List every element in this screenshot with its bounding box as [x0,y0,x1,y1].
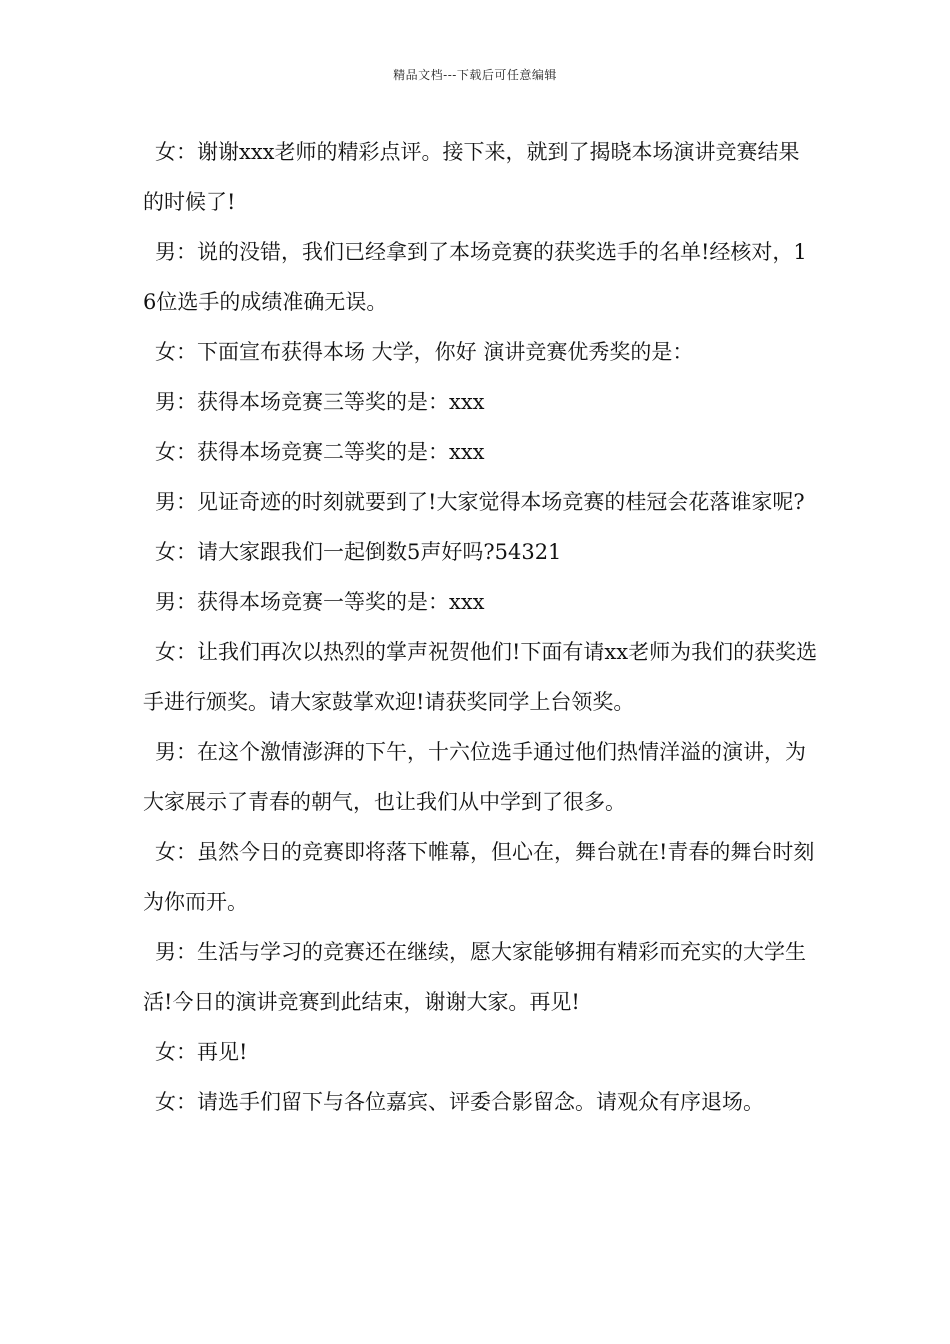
paragraph: 男：获得本场竞赛三等奖的是：xxx [155,390,485,414]
paragraph: 男：获得本场竞赛一等奖的是：xxx [155,590,485,614]
paragraph: 女：让我们再次以热烈的掌声祝贺他们!下面有请xx老师为我们的获奖选手进行颁奖。请大家鼓掌欢迎!请获奖同学上台领奖。 [143,640,818,714]
paragraph: 男：说的没错，我们已经拿到了本场竞赛的获奖选手的名单!经核对，16位选手的成绩准确无误。 [143,240,807,314]
paragraph: 女：请选手们留下与各位嘉宾、评委合影留念。请观众有序退场。 [155,1090,764,1114]
paragraph: 男：在这个激情澎湃的下午，十六位选手通过他们热情洋溢的演讲，为大家展示了青春的朝气，也让我们从中学到了很多。 [143,740,806,814]
page-header: 精品文档---下载后可任意编辑 [393,68,557,82]
paragraph: 女：再见! [155,1040,248,1064]
document-body [143,127,819,1127]
paragraph: 男：生活与学习的竞赛还在继续，愿大家能够拥有精彩而充实的大学生活!今日的演讲竞赛到此结束，谢谢大家。再见! [143,940,806,1014]
paragraph: 女：获得本场竞赛二等奖的是：xxx [155,440,485,464]
paragraph: 男：见证奇迹的时刻就要到了!大家觉得本场竞赛的桂冠会花落谁家呢? [155,490,805,514]
paragraph: 女：请大家跟我们一起倒数5声好吗?54321 [155,540,562,564]
paragraph: 女：虽然今日的竞赛即将落下帷幕，但心在，舞台就在!青春的舞台时刻为你而开。 [143,840,815,914]
paragraph: 女：谢谢xxx老师的精彩点评。接下来，就到了揭晓本场演讲竞赛结果的时候了! [143,140,800,214]
paragraph: 女：下面宣布获得本场 大学，你好 演讲竞赛优秀奖的是： [155,340,694,364]
